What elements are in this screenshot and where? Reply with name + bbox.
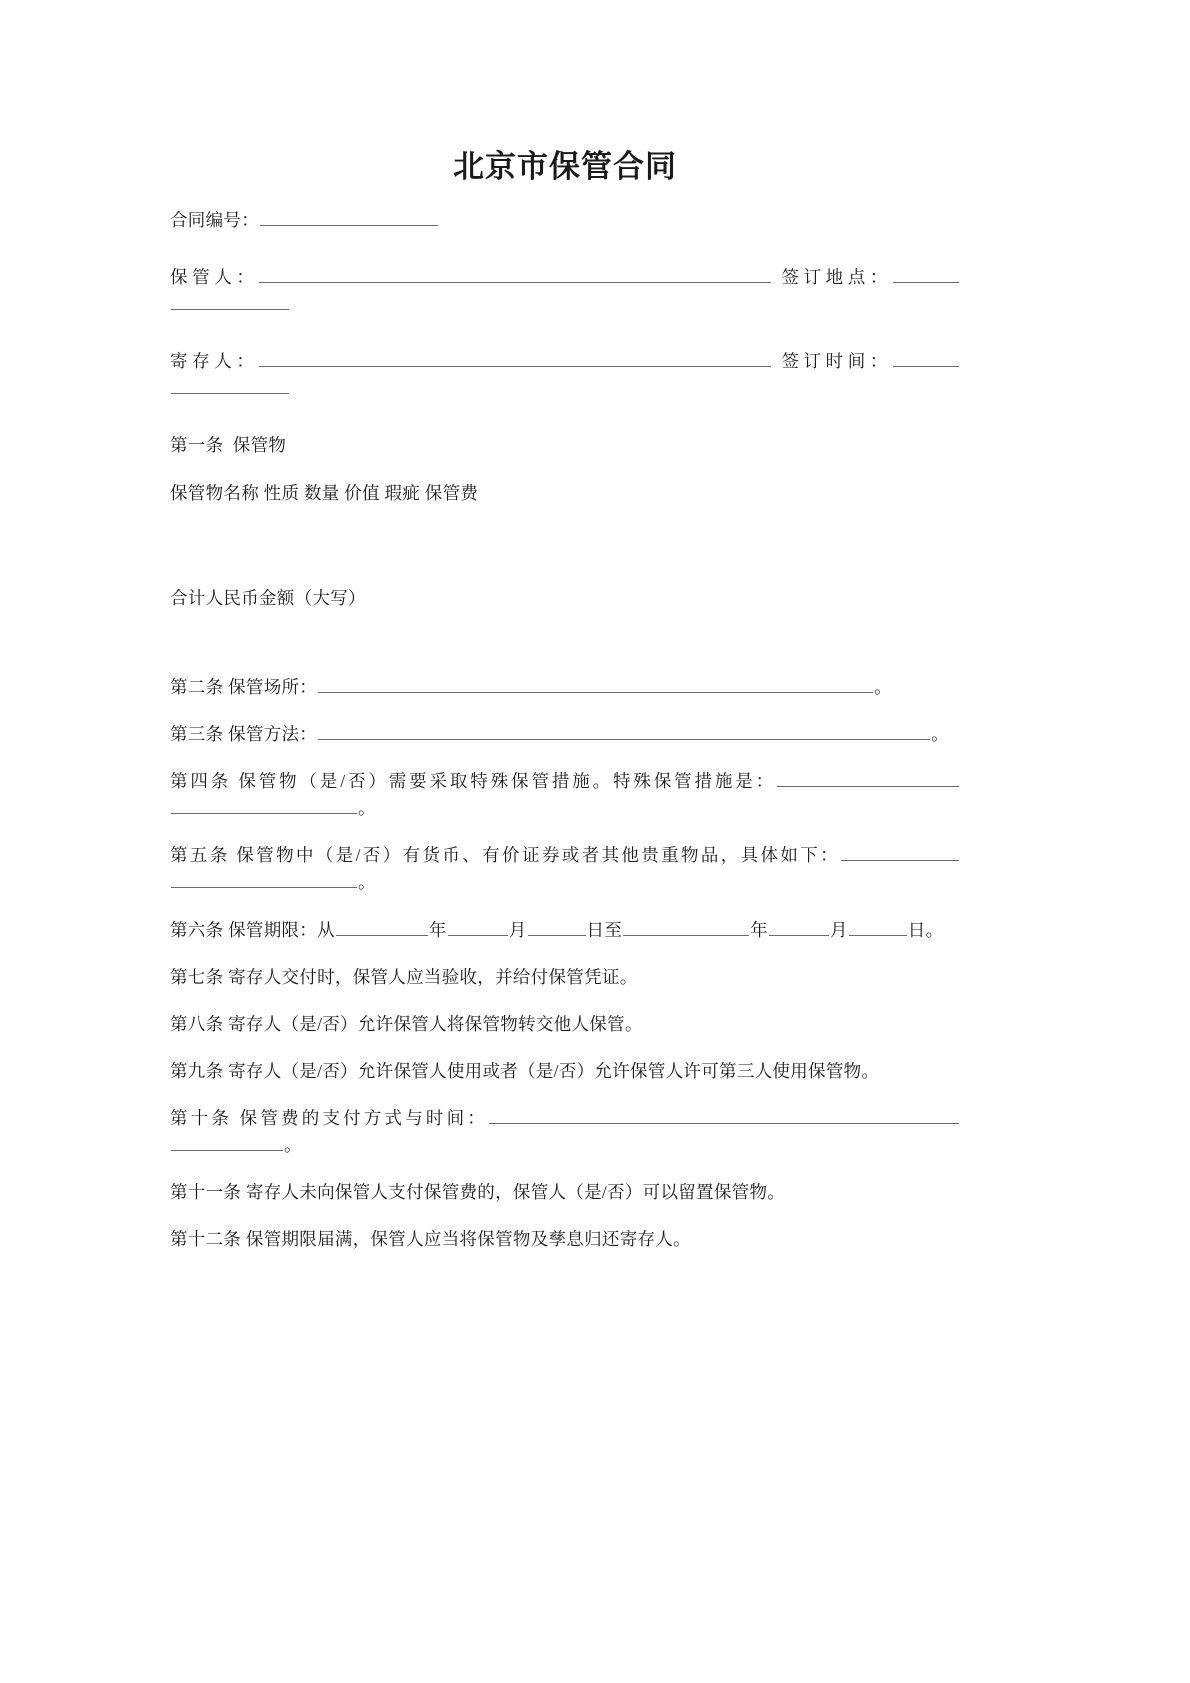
contract-number-blank[interactable]: [260, 209, 438, 226]
custodian-label: 保管人：: [170, 266, 259, 287]
signing-place-blank-wrap[interactable]: [171, 293, 289, 310]
article-5-blank-wrap[interactable]: [171, 871, 357, 888]
article-11-number: 第十一条: [170, 1182, 242, 1203]
article-7-number: 第七条: [170, 966, 224, 987]
article-5-text: 保管物中（是/否）有货币、有价证券或者其他贵重物品，具体如下：: [236, 845, 840, 866]
article-2-number: 第二条: [170, 676, 224, 697]
article-12-number: 第十二条: [170, 1229, 242, 1250]
article-2-row: [170, 674, 960, 701]
article-6-end-month-blank[interactable]: [769, 918, 829, 935]
total-amount-label: 合计人民币金额（大写）: [170, 587, 366, 608]
article-6-unit-year-1: 年: [428, 919, 447, 940]
article-9-number: 第九条: [170, 1060, 224, 1081]
article-7-row: [170, 964, 960, 991]
depositor-blank[interactable]: [259, 350, 771, 367]
signing-time-blank-wrap[interactable]: [171, 377, 289, 394]
article-6-start-month-blank[interactable]: [448, 918, 508, 935]
signing-time-blank[interactable]: [893, 350, 959, 367]
article-6-unit-day-2: 日: [907, 919, 926, 940]
article-2-blank[interactable]: [318, 676, 873, 693]
article-8-text: 寄存人（是/否）允许保管人将保管物转交他人保管。: [228, 1013, 643, 1034]
signing-place-blank[interactable]: [893, 266, 959, 283]
article-6-connector: 至: [604, 919, 623, 940]
article-5-blank[interactable]: [841, 844, 959, 861]
article-1-columns: 保管物名称 性质 数量 价值 瑕疵 保管费: [170, 482, 479, 503]
article-6-unit-month-2: 月: [829, 919, 848, 940]
article-10-row: [170, 1105, 960, 1159]
article-4-text: 保管物（是/否）需要采取特殊保管措施。特殊保管措施是：: [238, 771, 776, 791]
article-3-label: 保管方法：: [228, 723, 318, 744]
article-6-row: [170, 917, 960, 944]
article-10-terminator: 。: [284, 1135, 302, 1156]
article-10-blank-wrap[interactable]: [171, 1134, 283, 1151]
article-9-row: [170, 1058, 960, 1085]
article-6-start-year-blank[interactable]: [336, 918, 428, 935]
article-6-terminator: 。: [925, 919, 944, 940]
article-6-number: 第六条: [170, 919, 224, 940]
article-4-number: 第四条: [170, 771, 232, 791]
article-6-start-day-blank[interactable]: [528, 918, 586, 935]
article-3-row: [170, 721, 960, 748]
custodian-blank[interactable]: [259, 266, 771, 283]
article-3-terminator: 。: [931, 723, 949, 744]
document-body: [170, 0, 960, 1254]
article-6-unit-month-1: 月: [508, 919, 527, 940]
article-6-end-year-blank[interactable]: [623, 918, 749, 935]
article-2-label: 保管场所：: [228, 676, 318, 697]
article-1-heading: [170, 432, 960, 459]
article-4-terminator: 。: [358, 798, 376, 819]
signing-time-label: 签订时间：: [781, 351, 893, 372]
article-2-terminator: 。: [874, 676, 892, 697]
custodian-row: [170, 264, 960, 318]
article-6-unit-year-2: 年: [750, 919, 768, 940]
article-12-text: 保管期限届满，保管人应当将保管物及孳息归还寄存人。: [245, 1229, 691, 1250]
article-7-text: 寄存人交付时，保管人应当验收，并给付保管凭证。: [228, 966, 638, 987]
article-12-row: [170, 1226, 960, 1253]
signing-place-label: 签订地点：: [781, 266, 893, 287]
article-6-end-day-blank[interactable]: [849, 918, 907, 935]
depositor-row: [170, 348, 960, 402]
contract-number-row: [170, 207, 960, 234]
article-10-blank[interactable]: [489, 1107, 959, 1124]
article-1-title: 保管物: [232, 435, 287, 456]
article-9-text: 寄存人（是/否）允许保管人使用或者（是/否）允许保管人许可第三人使用保管物。: [228, 1060, 880, 1081]
page-title: 北京市保管合同: [453, 149, 677, 184]
article-5-number: 第五条: [170, 845, 230, 866]
article-10-label: 保管费的支付方式与时间：: [239, 1108, 488, 1128]
article-6-label: 保管期限：从: [228, 919, 335, 940]
article-10-number: 第十条: [170, 1108, 233, 1128]
article-8-number: 第八条: [170, 1013, 224, 1034]
article-1-number: 第一条: [170, 435, 224, 456]
article-4-blank[interactable]: [777, 770, 959, 787]
article-5-row: [170, 842, 960, 896]
article-11-text: 寄存人未向保管人支付保管费的，保管人（是/否）可以留置保管物。: [245, 1182, 786, 1203]
article-3-number: 第三条: [170, 723, 224, 744]
article-6-unit-day-1: 日: [586, 919, 605, 940]
contract-number-label: 合同编号：: [170, 209, 259, 230]
article-8-row: [170, 1011, 960, 1038]
article-5-terminator: 。: [358, 872, 376, 893]
depositor-label: 寄存人：: [170, 351, 259, 372]
article-3-blank[interactable]: [318, 723, 930, 740]
article-11-row: [170, 1179, 960, 1206]
article-4-blank-wrap[interactable]: [171, 797, 357, 814]
article-4-row: [170, 768, 960, 822]
